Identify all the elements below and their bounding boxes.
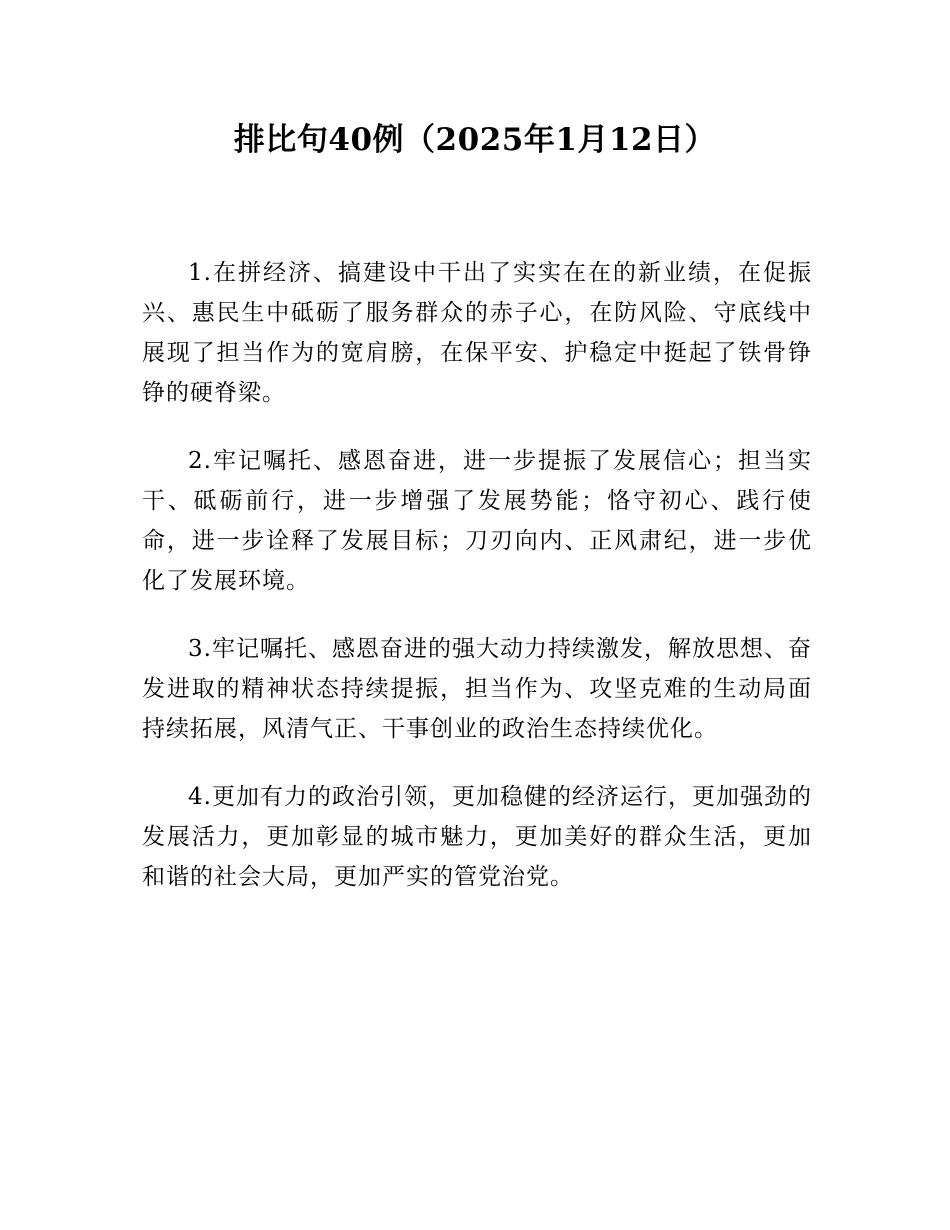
paragraph-4: 4.更加有力的政治引领，更加稳健的经济运行，更加强劲的发展活力，更加彰显的城市魅力，更加美好的群众生活，更加和谐的社会大局，更加严实的管党治党。 xyxy=(142,784,812,890)
document-body xyxy=(142,253,812,925)
document-title: 排比句40例（2025年1月12日） xyxy=(233,122,717,158)
paragraph-2: 2.牢记嘱托、感恩奋进，进一步提振了发展信心；担当实干、砥砺前行，进一步增强了发展势能；恪守初心、践行使命，进一步诠释了发展目标；刀刃向内、正风肃纪，进一步优化了发展环境。 xyxy=(142,448,812,594)
paragraph-3: 3.牢记嘱托、感恩奋进的强大动力持续激发，解放思想、奋发进取的精神状态持续提振，担当作为、攻坚克难的生动局面持续拓展，风清气正、干事创业的政治生态持续优化。 xyxy=(142,636,812,742)
paragraph-1: 1.在拼经济、搞建设中干出了实实在在的新业绩，在促振兴、惠民生中砥砺了服务群众的赤子心，在防风险、守底线中展现了担当作为的宽肩膀，在保平安、护稳定中挺起了铁骨铮铮的硬脊梁。 xyxy=(142,260,812,406)
